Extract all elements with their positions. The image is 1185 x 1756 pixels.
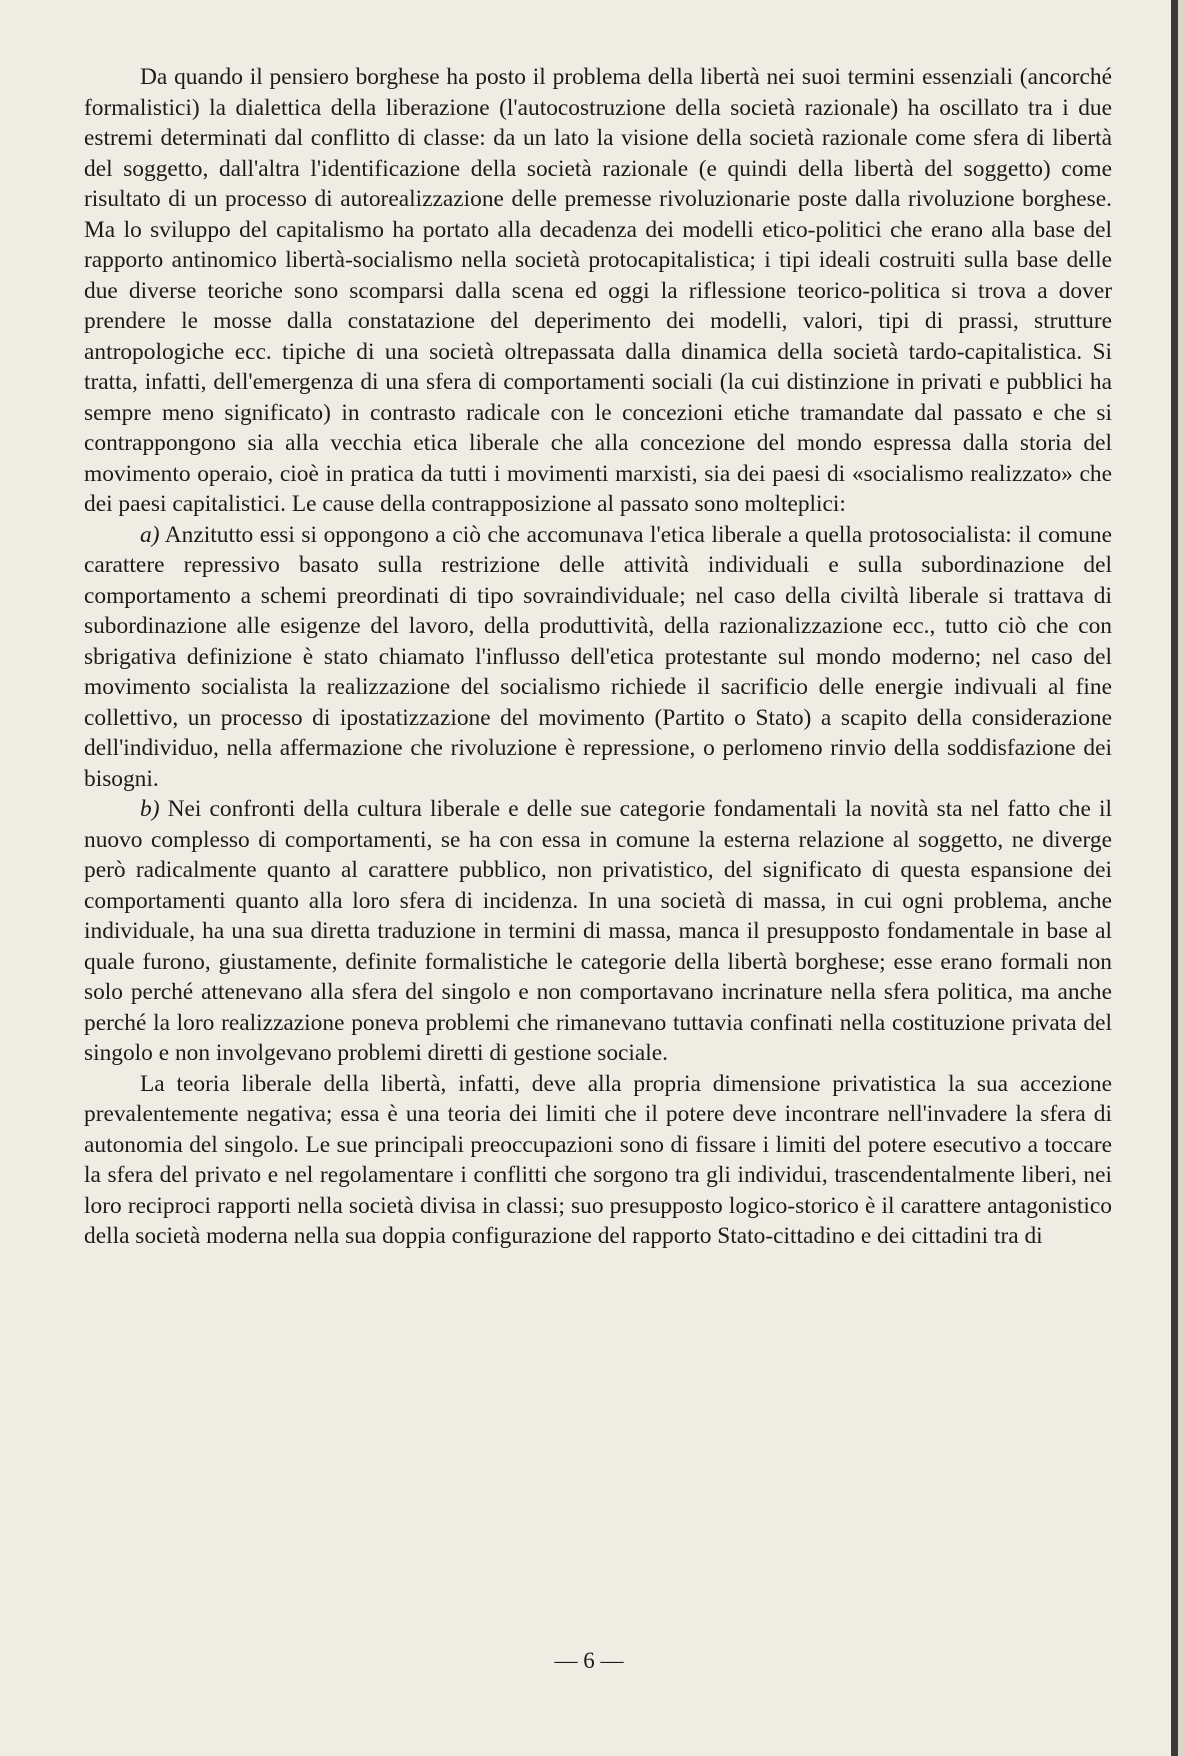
- paragraph-text: La teoria liberale della libertà, infatti, deve alla propria dimensione privatistica la sua accezione prevalentemente negativa; essa è una teoria dei limiti che il potere deve incontrare nell'invadere la sfera di autonomia del singolo. Le sue principali preoccupazioni sono di fissare i limiti del potere esecutivo a toccare la sfera del privato e nel regolamentare i conflitti che sorgono tra gli individui, trascendentalmente liberi, nei loro reciproci rapporti nella società divisa in classi; suo presupposto logico-storico è il carattere antagonistico della società moderna nella sua doppia configurazione del rapporto Stato-cittadino e dei cittadini tra di: [84, 1070, 1112, 1249]
- paragraph-text: Da quando il pensiero borghese ha posto il problema della libertà nei suoi termini essenziali (ancorché formalistici) la dialettica della liberazione (l'autocostruzione della società razionale) ha oscillato tra i due estremi determinati dal conflitto di classe: da un lato la visione della società razionale come sfera di libertà del soggetto, dall'altra l'identificazione della società razionale (e quindi della libertà del soggetto) come risultato di un processo di autorealizzazione delle premesse rivoluzionarie poste dalla rivoluzione borghese. Ma lo sviluppo del capitalismo ha portato alla decadenza dei modelli etico-politici che erano alla base del rapporto antinomico libertà-socialismo nella società protocapitalistica; i tipi ideali costruiti sulla base delle due diverse teoriche sono scomparsi dalla scena ed oggi la riflessione teorico-politica si trova a dover prendere le mosse dalla constatazione del deperimento dei modelli, valori, tipi di prassi, strutture antropologiche ecc. tipiche di una società oltrepassata dalla dinamica della società tardo-capitalistica. Si tratta, infatti, dell'emergenza di una sfera di comportamenti sociali (la cui distinzione in privati e pubblici ha sempre meno significato) in contrasto radicale con le concezioni etiche tramandate dal passato e che si contrappongono sia alla vecchia etica liberale che alla concezione del mondo espressa dalla storia del movimento operaio, cioè in pratica da tutti i movimenti marxisti, sia dei paesi di «socialismo realizzato» che dei paesi capitalistici. Le cause della contrapposizione al passato sono molteplici:: [84, 64, 1112, 517]
- page-number: — 6 —: [554, 1648, 624, 1673]
- paragraph-a: [84, 520, 1112, 795]
- paragraph-text: Nei confronti della cultura liberale e delle sue categorie fondamentali la novità sta nel fatto che il nuovo complesso di comportamenti, se ha con essa in comune la esterna relazione al soggetto, ne diverge però radicalmente quanto al carattere pubblico, non privatistico, del significato di questa espansione dei comportamenti quanto alla loro sfera di incidenza. In una società di massa, in cui ogni problema, anche individuale, ha una sua diretta traduzione in termini di massa, manca il presupposto fondamentale in base al quale furono, giustamente, definite formalistiche le categorie della libertà borghese; esse erano formali non solo perché attenevano alla sfera del singolo e non comportavano incrinature nella sfera politica, ma anche perché la loro realizzazione poneva problemi che rimanevano tuttavia confinati nella costituzione privata del singolo e non involgevano problemi diretti di gestione sociale.: [84, 796, 1112, 1066]
- body-text: [84, 62, 1112, 1252]
- list-marker-a: a): [140, 521, 160, 548]
- paragraph-text: Anzitutto essi si oppongono a ciò che accomunava l'etica liberale a quella protosocialista: il comune carattere repressivo basato sulla restrizione delle attività individuali e sulla subordinazione del comportamento a schemi preordinati di tipo sovraindividuale; nel caso della civiltà liberale si trattava di subordinazione alle esigenze del lavoro, della produttività, della razionalizzazione ecc., tutto ciò che con sbrigativa definizione è stato chiamato l'influsso dell'etica protestante sul mondo moderno; nel caso del movimento socialista la realizzazione del socialismo richiede il sacrificio delle energie indivuali al fine collettivo, un processo di ipostatizzazione del movimento (Partito o Stato) a scapito della considerazione dell'individuo, nella affermazione che rivoluzione è repressione, o perlomeno rinvio della soddisfazione dei bisogni.: [84, 521, 1112, 792]
- paragraph-b: [84, 794, 1112, 1069]
- paragraph-4: [84, 1069, 1112, 1252]
- list-marker-b: b): [140, 796, 160, 822]
- paragraph-1: [84, 62, 1112, 520]
